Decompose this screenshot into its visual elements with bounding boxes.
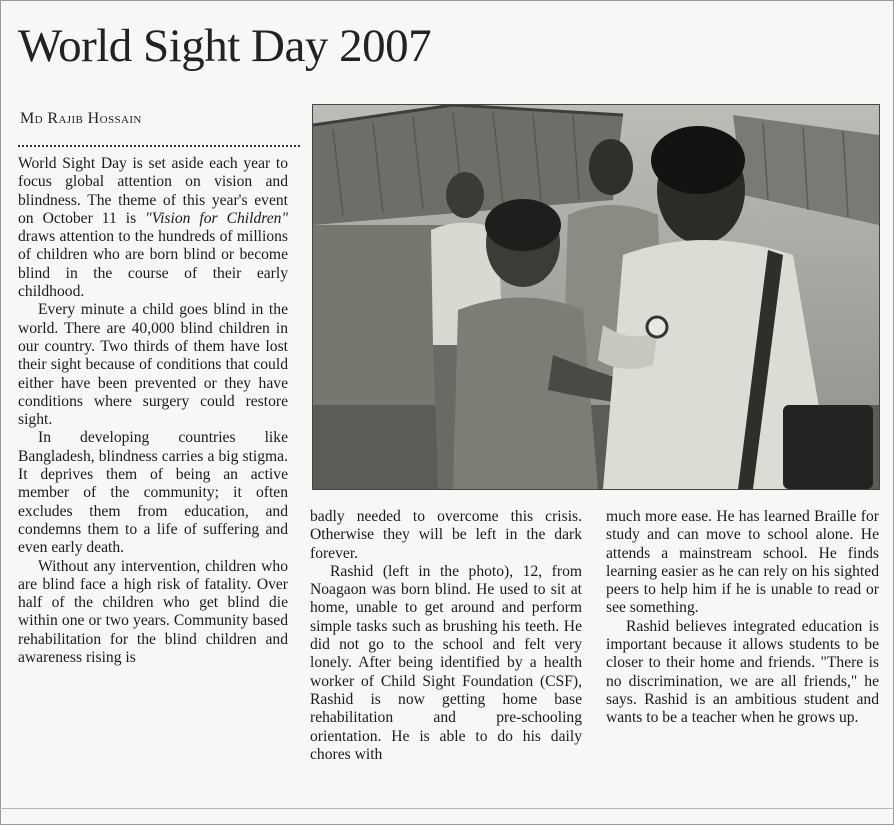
paragraph-5: badly needed to overcome this crisis. Otherwise they will be left in the dark forever.: [310, 508, 582, 562]
bottom-rule: [0, 808, 894, 809]
paragraph-4: Without any intervention, children who are blind face a high risk of fatality. Over half of the children who get blind die within one or two years. Community based rehabilitation for the blind children and awareness rising is: [18, 557, 288, 667]
paragraph-1: [18, 155, 288, 301]
theme-quote: "Vision for Children": [145, 209, 288, 227]
paragraph-7: much more ease. He has learned Braille for study and can move to school alone. He attends a mainstream school. He finds learning easier as he can rely on his sighted peers to help him if he is unable to read or see something.: [606, 508, 879, 617]
paragraph-2: Every minute a child goes blind in the world. There are 40,000 blind children in our country. Two thirds of them have lost their sight because of conditions that could either have been prevented or they have conditions where surgery could restore sight.: [18, 301, 288, 429]
paragraph-8: Rashid believes integrated education is important because it allows students to be closer to their home and friends. "There is no discrimination, we are all friends," he says. Rashid is an ambitious student and wants to be a teacher when he grows up.: [606, 617, 879, 727]
headline: World Sight Day 2007: [18, 20, 432, 72]
photo-illustration: [313, 105, 879, 489]
article-column-3: [606, 508, 879, 728]
paragraph-1-text-a: World Sight Day is set aside each year to focus global attention on vision and blindness. The theme of this year's event on October 11 is: [18, 155, 288, 227]
byline: Md Rajib Hossain: [20, 110, 142, 127]
dotted-divider: [18, 145, 300, 147]
news-photo: [312, 104, 880, 490]
paragraph-3: In developing countries like Bangladesh, blindness carries a big stigma. It deprives them of being an active member of the community; it often excludes them from education, and condemns them to a life of suffering and even early death.: [18, 429, 288, 557]
paragraph-1-text-b: draws attention to the hundreds of millions of children who are born blind or become blind in the course of their early childhood.: [18, 228, 288, 301]
article-column-2: [310, 508, 582, 764]
paragraph-6: Rashid (left in the photo), 12, from Noagaon was born blind. He used to sit at home, unable to get around and perform simple tasks such as brushing his teeth. He did not go to the school and felt very lonely. After being identified by a health worker of Child Sight Foundation (CSF), Rashid is now getting home base rehabilitation and pre-schooling orientation. He is able to do his daily chores with: [310, 562, 582, 763]
article-column-1: [18, 155, 288, 667]
